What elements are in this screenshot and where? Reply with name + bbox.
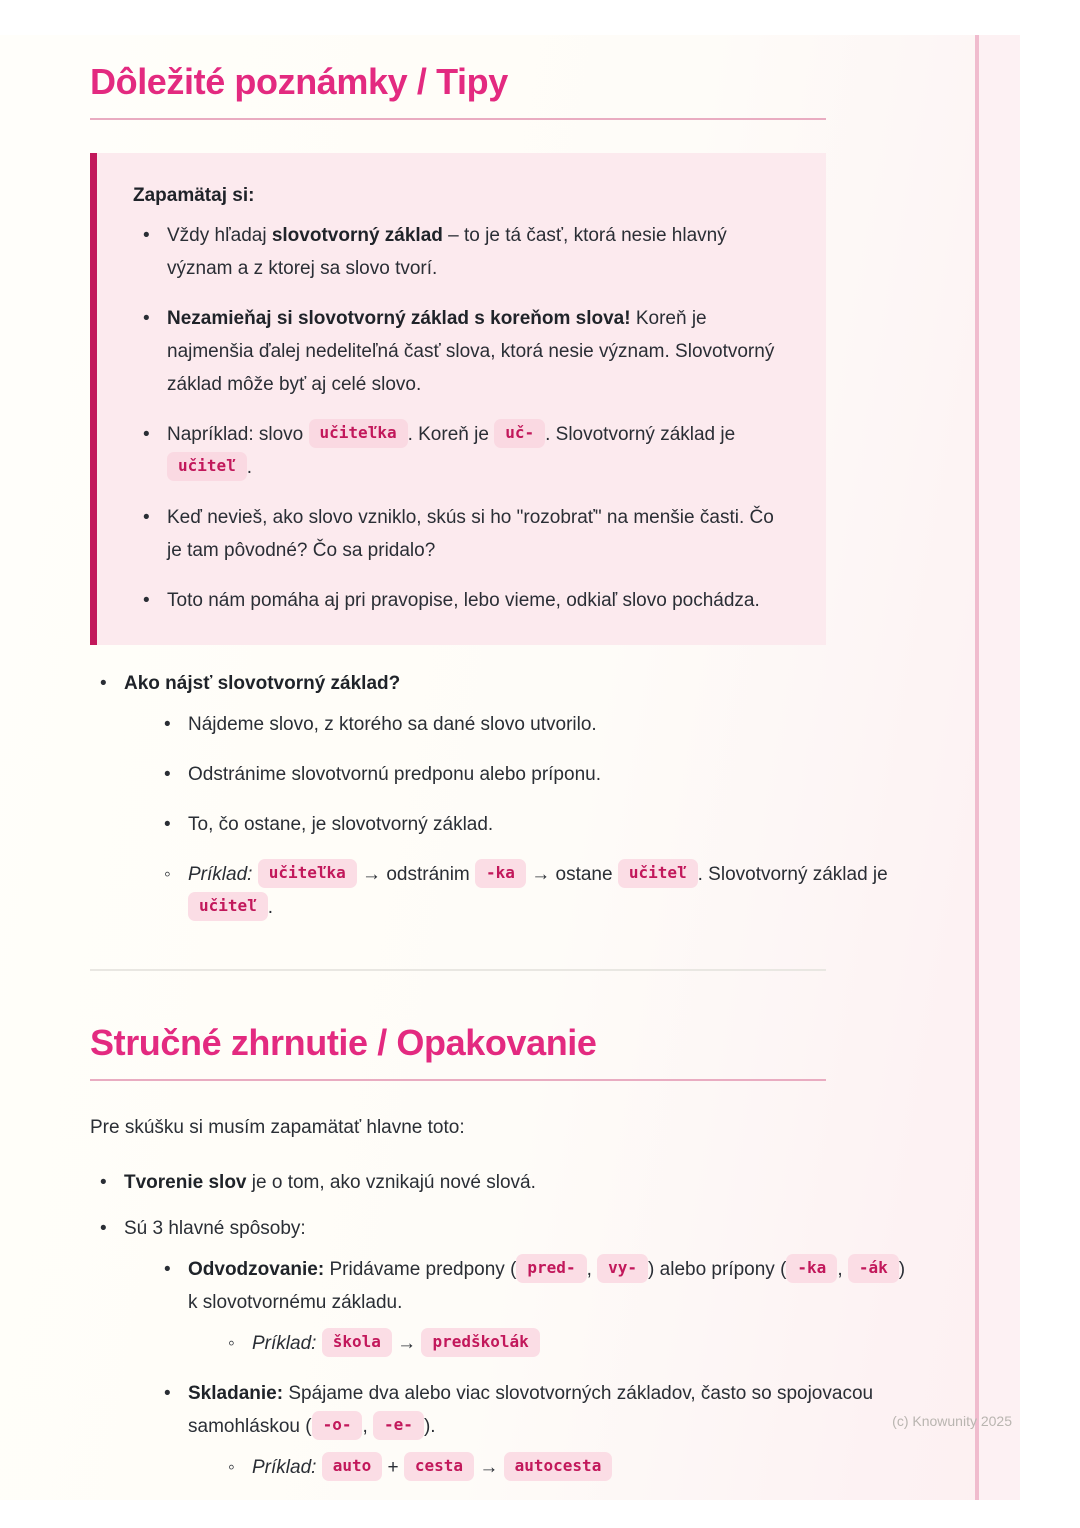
code-chip: uč- [494, 419, 545, 448]
example-label: Príklad: [252, 1457, 317, 1478]
arrow-icon: → [362, 864, 382, 885]
text-run: . [267, 897, 274, 918]
code-chip: učiteľ [188, 892, 268, 921]
text-run: + [382, 1457, 404, 1478]
text-run: To, čo ostane, je slovotvorný základ. [188, 814, 494, 835]
list-item [133, 584, 792, 617]
text-run: Keď nevieš, ako slovo vzniklo, skús si ho "rozobrať" na menšie časti. Čo je tam pôvodné? Čo sa pridalo? [167, 507, 774, 561]
text-run: , [837, 1259, 848, 1280]
list-item [133, 302, 792, 401]
text-run: Sú 3 hlavné spôsoby: [124, 1218, 306, 1239]
list-item [133, 418, 792, 484]
emphasis-text: Odvodzovanie: [188, 1259, 325, 1280]
emphasis-text: slovotvorný základ [271, 225, 443, 246]
example-label: Príklad: [188, 864, 253, 885]
emphasis-text: Tvorenie slov [124, 1172, 247, 1193]
text-run: Odstránime slovotvornú predponu alebo príponu. [188, 764, 601, 785]
list-item [90, 1166, 915, 1199]
list-item [154, 758, 915, 791]
text-run: – to je tá časť, ktorá nesie hlavný význam a z ktorej sa slovo tvorí. [167, 225, 727, 279]
text-run: ostane [550, 864, 618, 885]
nested-list [124, 1253, 915, 1484]
code-chip: cesta [404, 1452, 474, 1481]
text-run: Nájdeme slovo, z ktorého sa dané slovo utvorilo. [188, 714, 597, 735]
code-chip: učiteľ [618, 859, 698, 888]
list-item [154, 858, 915, 924]
text-run: . [246, 457, 253, 478]
list-item [133, 219, 792, 285]
list-item [133, 501, 792, 567]
text-run [316, 1333, 321, 1354]
code-chip: auto [322, 1452, 383, 1481]
code-chip: -ák [848, 1254, 899, 1283]
list-item [218, 1451, 915, 1484]
code-chip: škola [322, 1328, 392, 1357]
text-run [498, 1457, 503, 1478]
text-run: Koreň je najmenšia ďalej nedeliteľná časť slova, ktorá nesie význam. Slovotvorný základ môže byť aj celé slovo. [167, 308, 775, 395]
text-run: ) alebo prípony ( [648, 1259, 787, 1280]
page-right-edge-rule [975, 35, 979, 1500]
text-run: . Slovotvorný základ je [545, 424, 736, 445]
code-chip: -ka [475, 859, 526, 888]
text-run: Toto nám pomáha aj pri pravopise, lebo vieme, odkiaľ slovo pochádza. [167, 590, 760, 611]
summary-title: Stručné zhrnutie / Opakovanie [90, 1022, 597, 1063]
nested-list [124, 708, 915, 924]
page-content [0, 35, 975, 1500]
text-run [316, 1457, 321, 1478]
emphasis-text: Skladanie: [188, 1383, 284, 1404]
list-item [154, 708, 915, 741]
section-summary [90, 971, 915, 1081]
find-base-outline [90, 667, 915, 924]
callout-list [133, 219, 792, 617]
list-item [154, 808, 915, 841]
text-run: . Slovotvorný základ je [697, 864, 888, 885]
arrow-icon: → [531, 864, 551, 885]
text-run: , [586, 1259, 598, 1280]
list-item [90, 667, 915, 924]
section-important-notes [90, 35, 915, 120]
nested-list [188, 1451, 915, 1484]
text-run: Napríklad: slovo [167, 424, 309, 445]
title-underline [90, 118, 826, 120]
text-run: Spájame dva alebo viac slovotvorných základov, často so spojovacou samohláskou ( [188, 1383, 874, 1437]
code-chip: autocesta [504, 1452, 613, 1481]
summary-intro: Pre skúšku si musím zapamätať hlavne toto: [90, 1117, 465, 1138]
code-chip: vy- [597, 1254, 648, 1283]
page-title: Dôležité poznámky / Tipy [90, 61, 508, 102]
arrow-icon: → [479, 1457, 499, 1478]
example-label: Príklad: [252, 1333, 317, 1354]
text-run: odstránim [381, 864, 476, 885]
summary-underline [90, 1079, 826, 1081]
callout-heading: Zapamätaj si: [133, 185, 255, 206]
code-chip: pred- [516, 1254, 586, 1283]
code-chip: -o- [312, 1411, 363, 1440]
text-run: Pridávame predpony ( [324, 1259, 517, 1280]
text-run: Vždy hľadaj [167, 225, 272, 246]
code-chip: učiteľ [167, 452, 247, 481]
list-item [154, 1377, 915, 1484]
code-chip: učiteľka [309, 419, 408, 448]
text-run: , [362, 1416, 374, 1437]
code-chip: predškolák [421, 1328, 539, 1357]
text-run: ). [423, 1416, 436, 1437]
code-chip: -ka [786, 1254, 837, 1283]
text-run [252, 864, 257, 885]
page-right-edge-strip [975, 35, 1020, 1500]
text-run: je o tom, ako vznikajú nové slová. [246, 1172, 536, 1193]
emphasis-text: Nezamieňaj si slovotvorný základ s koreňom slova! [167, 308, 631, 329]
list-item [218, 1327, 915, 1360]
text-run: . Koreň je [407, 424, 495, 445]
list-item [90, 1212, 915, 1484]
summary-outline [90, 1166, 915, 1484]
code-chip: učiteľka [258, 859, 357, 888]
list-item [154, 1253, 915, 1360]
arrow-icon: → [397, 1333, 417, 1354]
remember-callout [90, 153, 826, 645]
code-chip: -e- [373, 1411, 424, 1440]
nested-list [188, 1327, 915, 1360]
text-run: ) k slovotvornému základu. [188, 1259, 906, 1313]
copyright-watermark: (c) Knowunity 2025 [892, 1413, 1012, 1429]
emphasis-text: Ako nájsť slovotvorný základ? [124, 673, 401, 694]
